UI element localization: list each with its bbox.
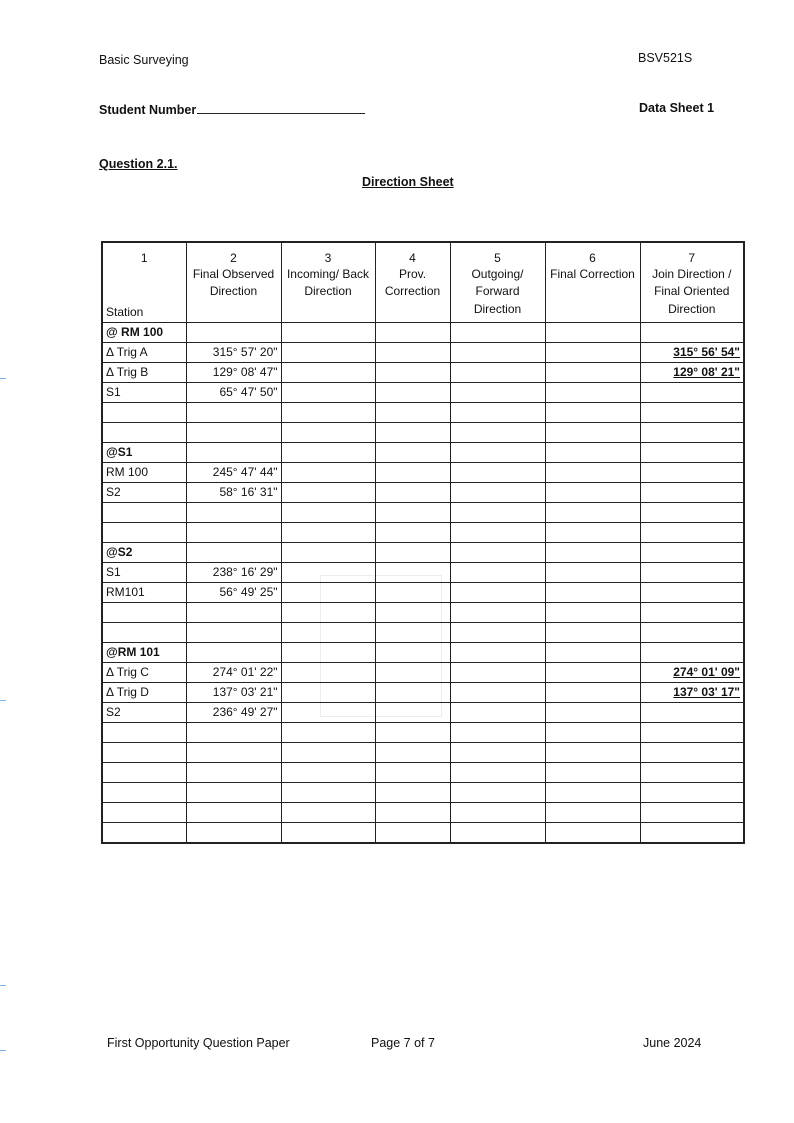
oriented-direction-cell — [640, 503, 744, 523]
empty-cell — [281, 363, 375, 383]
empty-cell — [281, 423, 375, 443]
empty-cell — [281, 343, 375, 363]
empty-cell — [545, 703, 640, 723]
empty-cell — [545, 383, 640, 403]
empty-cell — [281, 823, 375, 844]
empty-cell — [545, 603, 640, 623]
empty-cell — [375, 443, 450, 463]
empty-cell — [450, 443, 545, 463]
column-number: 6 — [545, 242, 640, 265]
table-row — [102, 583, 744, 603]
table-row — [102, 363, 744, 383]
column-header: Final Correction — [545, 265, 640, 323]
empty-cell — [450, 683, 545, 703]
empty-cell — [450, 383, 545, 403]
table-row — [102, 703, 744, 723]
empty-cell — [450, 563, 545, 583]
oriented-direction-cell — [640, 703, 744, 723]
student-number-field — [99, 103, 365, 117]
empty-cell — [375, 503, 450, 523]
student-number-blank — [197, 103, 365, 114]
empty-cell — [450, 823, 545, 844]
empty-cell — [375, 663, 450, 683]
empty-cell — [281, 563, 375, 583]
column-header: Incoming/ Back Direction — [281, 265, 375, 323]
empty-cell — [375, 383, 450, 403]
empty-cell — [545, 683, 640, 703]
empty-cell — [375, 563, 450, 583]
table-row — [102, 763, 744, 783]
empty-cell — [281, 543, 375, 563]
empty-cell — [281, 763, 375, 783]
station-cell: @ RM 100 — [102, 323, 186, 343]
empty-cell — [375, 823, 450, 844]
oriented-direction-cell — [640, 603, 744, 623]
oriented-direction-cell — [640, 763, 744, 783]
oriented-direction-cell — [640, 383, 744, 403]
oriented-direction-cell — [640, 463, 744, 483]
column-header: Join Direction / Final Oriented Direction — [640, 265, 744, 323]
empty-cell — [281, 503, 375, 523]
empty-cell — [450, 323, 545, 343]
station-cell: @RM 101 — [102, 643, 186, 663]
empty-cell — [545, 323, 640, 343]
empty-cell — [375, 783, 450, 803]
column-number-row — [102, 242, 744, 265]
oriented-direction-cell — [640, 523, 744, 543]
oriented-direction-cell: 129° 08' 21" — [640, 363, 744, 383]
empty-cell — [281, 743, 375, 763]
column-number: 2 — [186, 242, 281, 265]
empty-cell — [450, 743, 545, 763]
table-row — [102, 623, 744, 643]
empty-cell — [450, 723, 545, 743]
station-cell — [102, 503, 186, 523]
observed-direction-cell — [186, 443, 281, 463]
student-number-label: Student Number — [99, 103, 197, 117]
empty-cell — [545, 523, 640, 543]
empty-cell — [545, 743, 640, 763]
oriented-direction-cell — [640, 543, 744, 563]
table-row — [102, 563, 744, 583]
empty-cell — [450, 603, 545, 623]
observed-direction-cell — [186, 523, 281, 543]
oriented-direction-cell — [640, 783, 744, 803]
empty-cell — [281, 623, 375, 643]
table-row — [102, 663, 744, 683]
empty-cell — [450, 783, 545, 803]
footer-date: June 2024 — [643, 1036, 702, 1050]
station-cell — [102, 423, 186, 443]
oriented-direction-cell — [640, 423, 744, 443]
empty-cell — [375, 703, 450, 723]
empty-cell — [450, 543, 545, 563]
observed-direction-cell: 245° 47' 44" — [186, 463, 281, 483]
station-cell: Δ Trig D — [102, 683, 186, 703]
observed-direction-cell — [186, 643, 281, 663]
empty-cell — [545, 403, 640, 423]
table-row — [102, 603, 744, 623]
direction-table — [101, 241, 745, 844]
observed-direction-cell — [186, 423, 281, 443]
table-row — [102, 803, 744, 823]
empty-cell — [281, 403, 375, 423]
empty-cell — [450, 343, 545, 363]
table-row — [102, 723, 744, 743]
empty-cell — [375, 683, 450, 703]
column-header: Final Observed Direction — [186, 265, 281, 323]
station-cell — [102, 623, 186, 643]
empty-cell — [281, 323, 375, 343]
observed-direction-cell — [186, 743, 281, 763]
observed-direction-cell: 137° 03' 21" — [186, 683, 281, 703]
empty-cell — [375, 363, 450, 383]
empty-cell — [545, 463, 640, 483]
empty-cell — [545, 643, 640, 663]
empty-cell — [545, 783, 640, 803]
oriented-direction-cell — [640, 623, 744, 643]
margin-mark — [0, 378, 6, 379]
empty-cell — [375, 463, 450, 483]
empty-cell — [450, 703, 545, 723]
empty-cell — [375, 543, 450, 563]
empty-cell — [450, 583, 545, 603]
observed-direction-cell: 56° 49' 25" — [186, 583, 281, 603]
column-header: Station — [102, 265, 186, 323]
empty-cell — [450, 403, 545, 423]
empty-cell — [281, 643, 375, 663]
station-cell: Δ Trig B — [102, 363, 186, 383]
column-header-row — [102, 265, 744, 323]
empty-cell — [375, 523, 450, 543]
empty-cell — [450, 423, 545, 443]
table-row — [102, 383, 744, 403]
oriented-direction-cell — [640, 643, 744, 663]
empty-cell — [375, 603, 450, 623]
table-row — [102, 783, 744, 803]
empty-cell — [281, 783, 375, 803]
empty-cell — [545, 423, 640, 443]
observed-direction-cell — [186, 603, 281, 623]
station-cell — [102, 403, 186, 423]
column-number: 3 — [281, 242, 375, 265]
empty-cell — [450, 463, 545, 483]
empty-cell — [545, 563, 640, 583]
observed-direction-cell — [186, 503, 281, 523]
table-row — [102, 423, 744, 443]
empty-cell — [545, 543, 640, 563]
observed-direction-cell: 58° 16' 31" — [186, 483, 281, 503]
empty-cell — [545, 803, 640, 823]
oriented-direction-cell — [640, 563, 744, 583]
empty-cell — [375, 423, 450, 443]
empty-cell — [281, 383, 375, 403]
column-number: 1 — [102, 242, 186, 265]
empty-cell — [545, 343, 640, 363]
question-number: Question 2.1. — [99, 157, 178, 171]
empty-cell — [375, 623, 450, 643]
table-row — [102, 403, 744, 423]
column-number: 7 — [640, 242, 744, 265]
observed-direction-cell: 274° 01' 22" — [186, 663, 281, 683]
station-cell — [102, 823, 186, 844]
empty-cell — [281, 683, 375, 703]
table-row — [102, 743, 744, 763]
station-cell: RM 100 — [102, 463, 186, 483]
station-cell: Δ Trig A — [102, 343, 186, 363]
empty-cell — [375, 323, 450, 343]
station-cell: S2 — [102, 483, 186, 503]
empty-cell — [545, 483, 640, 503]
empty-cell — [545, 663, 640, 683]
empty-cell — [450, 623, 545, 643]
course-name: Basic Surveying — [99, 53, 189, 67]
oriented-direction-cell: 315° 56' 54" — [640, 343, 744, 363]
oriented-direction-cell — [640, 483, 744, 503]
station-group-row — [102, 643, 744, 663]
footer-page-number: Page 7 of 7 — [371, 1036, 435, 1050]
oriented-direction-cell — [640, 803, 744, 823]
empty-cell — [450, 503, 545, 523]
empty-cell — [281, 583, 375, 603]
observed-direction-cell — [186, 623, 281, 643]
observed-direction-cell — [186, 543, 281, 563]
station-cell — [102, 743, 186, 763]
observed-direction-cell: 236° 49' 27" — [186, 703, 281, 723]
oriented-direction-cell — [640, 443, 744, 463]
empty-cell — [281, 663, 375, 683]
station-cell — [102, 603, 186, 623]
empty-cell — [375, 643, 450, 663]
column-number: 4 — [375, 242, 450, 265]
empty-cell — [375, 743, 450, 763]
empty-cell — [281, 723, 375, 743]
empty-cell — [375, 723, 450, 743]
table-row — [102, 463, 744, 483]
station-cell: S1 — [102, 563, 186, 583]
empty-cell — [375, 763, 450, 783]
observed-direction-cell: 238° 16' 29" — [186, 563, 281, 583]
course-code: BSV521S — [638, 51, 693, 65]
empty-cell — [450, 643, 545, 663]
footer-paper-label: First Opportunity Question Paper — [107, 1036, 290, 1050]
observed-direction-cell: 65° 47' 50" — [186, 383, 281, 403]
empty-cell — [545, 823, 640, 844]
empty-cell — [450, 763, 545, 783]
oriented-direction-cell: 274° 01' 09" — [640, 663, 744, 683]
observed-direction-cell — [186, 823, 281, 844]
empty-cell — [545, 443, 640, 463]
empty-cell — [281, 703, 375, 723]
station-cell: Δ Trig C — [102, 663, 186, 683]
table-row — [102, 823, 744, 844]
station-cell — [102, 523, 186, 543]
empty-cell — [545, 503, 640, 523]
oriented-direction-cell: 137° 03' 17" — [640, 683, 744, 703]
empty-cell — [375, 583, 450, 603]
table-row — [102, 483, 744, 503]
empty-cell — [450, 803, 545, 823]
empty-cell — [281, 483, 375, 503]
station-cell — [102, 783, 186, 803]
station-cell: @S1 — [102, 443, 186, 463]
empty-cell — [450, 483, 545, 503]
oriented-direction-cell — [640, 403, 744, 423]
empty-cell — [375, 343, 450, 363]
column-number: 5 — [450, 242, 545, 265]
empty-cell — [375, 483, 450, 503]
empty-cell — [450, 663, 545, 683]
oriented-direction-cell — [640, 723, 744, 743]
station-cell: S2 — [102, 703, 186, 723]
oriented-direction-cell — [640, 323, 744, 343]
station-cell: S1 — [102, 383, 186, 403]
observed-direction-cell — [186, 403, 281, 423]
empty-cell — [450, 363, 545, 383]
empty-cell — [545, 363, 640, 383]
column-header: Outgoing/ Forward Direction — [450, 265, 545, 323]
oriented-direction-cell — [640, 583, 744, 603]
table-row — [102, 503, 744, 523]
observed-direction-cell — [186, 763, 281, 783]
observed-direction-cell: 129° 08' 47" — [186, 363, 281, 383]
station-group-row — [102, 443, 744, 463]
table-row — [102, 683, 744, 703]
empty-cell — [375, 403, 450, 423]
sheet-title: Direction Sheet — [362, 175, 454, 189]
table-row — [102, 343, 744, 363]
station-group-row — [102, 323, 744, 343]
margin-mark — [0, 700, 6, 701]
station-group-row — [102, 543, 744, 563]
empty-cell — [545, 763, 640, 783]
data-sheet-label: Data Sheet 1 — [639, 101, 715, 115]
observed-direction-cell — [186, 723, 281, 743]
oriented-direction-cell — [640, 823, 744, 844]
oriented-direction-cell — [640, 743, 744, 763]
empty-cell — [450, 523, 545, 543]
empty-cell — [281, 463, 375, 483]
station-cell — [102, 763, 186, 783]
column-header: Prov. Correction — [375, 265, 450, 323]
observed-direction-cell — [186, 783, 281, 803]
empty-cell — [281, 523, 375, 543]
empty-cell — [545, 623, 640, 643]
observed-direction-cell — [186, 803, 281, 823]
observed-direction-cell: 315° 57' 20" — [186, 343, 281, 363]
margin-mark — [0, 985, 6, 986]
station-cell — [102, 723, 186, 743]
table-row — [102, 523, 744, 543]
empty-cell — [545, 583, 640, 603]
observed-direction-cell — [186, 323, 281, 343]
empty-cell — [281, 603, 375, 623]
station-cell: @S2 — [102, 543, 186, 563]
empty-cell — [281, 443, 375, 463]
margin-mark — [0, 1050, 6, 1051]
empty-cell — [545, 723, 640, 743]
station-cell — [102, 803, 186, 823]
empty-cell — [375, 803, 450, 823]
station-cell: RM101 — [102, 583, 186, 603]
empty-cell — [281, 803, 375, 823]
